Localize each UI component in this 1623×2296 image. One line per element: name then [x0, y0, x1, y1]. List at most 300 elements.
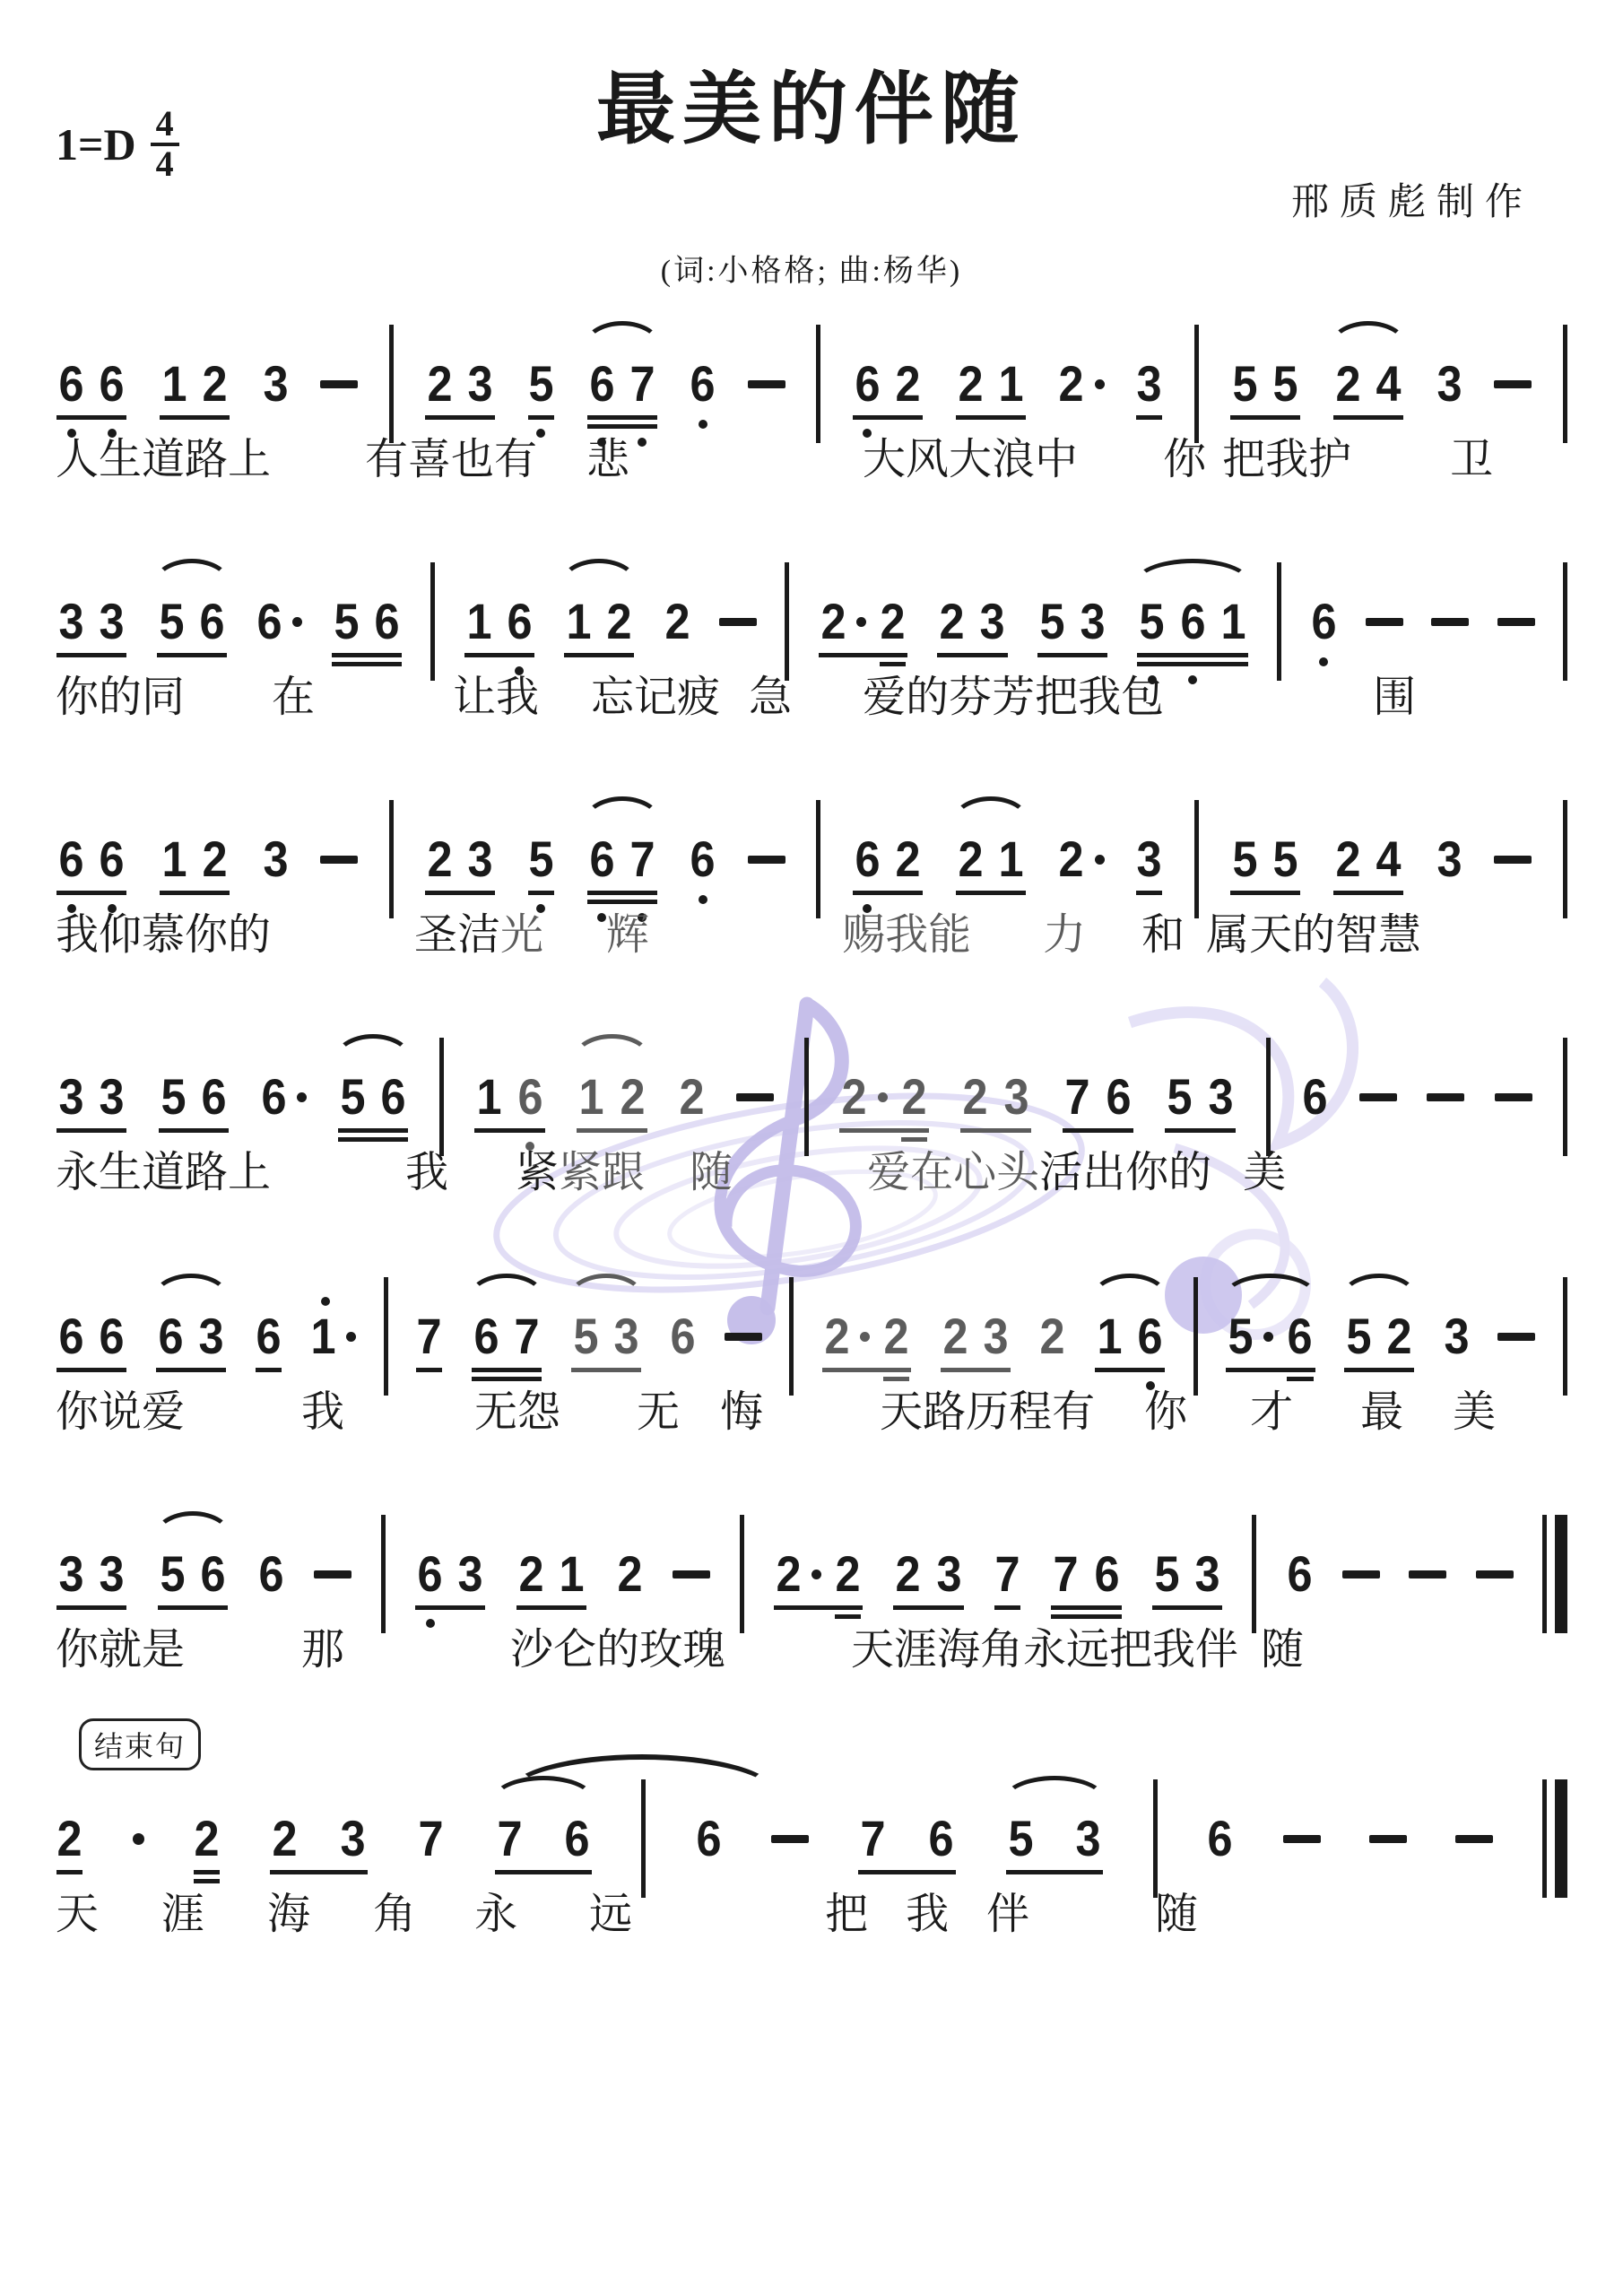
note-digit: 2 — [518, 1545, 544, 1602]
duration-dash — [1495, 1093, 1532, 1101]
note-digit: 3 — [936, 1545, 962, 1602]
barline — [1563, 1277, 1567, 1396]
note-digit: 5 — [1232, 355, 1258, 412]
lyric-segment: 天路历程有 — [880, 1388, 1096, 1436]
note — [1207, 1068, 1235, 1125]
note — [415, 1308, 443, 1364]
note-group — [1225, 1308, 1315, 1364]
shared-underline — [157, 653, 227, 657]
note — [775, 1545, 821, 1602]
shared-underline — [516, 1605, 586, 1610]
shared-underline — [1230, 891, 1300, 895]
note-digit: 1 — [1097, 1308, 1123, 1364]
note — [257, 1545, 285, 1602]
lyric-segment: 你就是 — [56, 1626, 186, 1674]
note — [834, 1545, 862, 1602]
note-digit: 2 — [1335, 831, 1361, 887]
barline — [789, 1277, 794, 1396]
shared-underline — [956, 891, 1026, 895]
augmentation-dot — [292, 617, 302, 627]
note — [1436, 831, 1463, 887]
note — [1301, 1068, 1329, 1125]
note-digit: 2 — [202, 355, 228, 412]
lyric-segment: 你 — [1163, 436, 1207, 483]
note-digit: 5 — [1272, 355, 1298, 412]
lyric-segment: 永 — [474, 1891, 518, 1938]
augmentation-dot — [1095, 855, 1105, 865]
duration-dash — [320, 380, 358, 388]
note-digit: 7 — [514, 1308, 540, 1364]
note-digit: 6 — [58, 1308, 84, 1364]
barline — [740, 1515, 744, 1633]
note-digit: 3 — [58, 593, 84, 649]
note-digit: 5 — [1232, 831, 1258, 887]
note-digit: 2 — [939, 593, 965, 649]
lyric-segment: 把我护 — [1222, 436, 1352, 483]
meter-denominator: 4 — [151, 143, 179, 183]
note-digit: 2 — [1386, 1308, 1412, 1364]
note — [57, 355, 85, 412]
note-digit: 3 — [979, 593, 1006, 649]
shared-underline — [1063, 1128, 1133, 1133]
note-digit: 1 — [161, 831, 187, 887]
note — [527, 831, 555, 887]
barline — [816, 325, 820, 443]
augmentation-dot — [1263, 1332, 1273, 1342]
shared-underline — [564, 653, 634, 657]
duration-dash — [1497, 618, 1535, 626]
note-digit: 2 — [820, 593, 846, 649]
lyric-segment: 随 — [1261, 1626, 1305, 1674]
note-digit: 6 — [690, 831, 716, 887]
lyric-segment: 伴 — [986, 1891, 1030, 1938]
note — [57, 593, 85, 649]
barline — [1277, 562, 1281, 681]
note — [466, 831, 494, 887]
note-digit: 7 — [1064, 1068, 1090, 1125]
note — [695, 1810, 723, 1866]
duration-dash — [1494, 380, 1532, 388]
lyric-segment: 紧 — [516, 1149, 560, 1196]
lyric-segment: 永生道路上 — [56, 1149, 272, 1196]
lyric-segment: 沙仑的玫瑰 — [510, 1626, 726, 1674]
note-digit: 3 — [1003, 1068, 1029, 1125]
lyric-segment: 赐我能 — [842, 911, 972, 959]
note-digit: 2 — [1058, 831, 1085, 887]
shared-underline — [587, 900, 657, 904]
note — [98, 1068, 126, 1125]
note — [56, 1810, 83, 1866]
shared-underline — [338, 1128, 408, 1133]
note-digit: 6 — [1302, 1068, 1328, 1125]
lyrics-line-1 — [56, 435, 1587, 484]
note-digit: 3 — [1436, 355, 1462, 412]
note-digit: 6 — [58, 831, 84, 887]
note-digit: 4 — [1376, 355, 1402, 412]
lyrics-line-4 — [56, 1148, 1587, 1197]
duration-dash — [320, 856, 358, 864]
note-digit: 3 — [263, 355, 289, 412]
note — [689, 355, 716, 412]
barline — [381, 1515, 386, 1633]
lyric-segment: 那 — [301, 1626, 345, 1674]
underline — [901, 1137, 927, 1142]
final-barline-thick — [1555, 1779, 1567, 1898]
note-group — [337, 1068, 409, 1125]
slur-arc — [467, 1274, 546, 1326]
music-line-2 — [56, 563, 1567, 680]
duration-dash — [314, 1570, 352, 1578]
note-digit: 6 — [256, 593, 282, 649]
note — [689, 831, 716, 887]
note — [1057, 831, 1104, 887]
duration-dash — [1497, 1333, 1535, 1341]
note-group — [156, 593, 228, 649]
barline — [1193, 1277, 1198, 1396]
slur-arc — [1329, 321, 1408, 373]
note — [262, 831, 290, 887]
meter-numerator: 4 — [155, 103, 174, 144]
lyric-segment: 我 — [405, 1149, 449, 1196]
low-octave-dot — [1319, 657, 1328, 666]
shared-underline — [472, 1377, 542, 1381]
slur-arc — [560, 559, 638, 611]
lyric-segment: 我仰慕你的 — [56, 911, 272, 959]
note — [935, 1545, 963, 1602]
note — [1093, 1545, 1121, 1602]
note-group — [1037, 593, 1108, 649]
shared-underline — [1051, 1605, 1121, 1610]
note-digit: 3 — [1136, 831, 1162, 887]
note-group — [516, 1545, 587, 1602]
barline — [816, 800, 820, 918]
note-digit: 6 — [473, 1308, 499, 1364]
duration-dash — [1342, 1570, 1380, 1578]
duration-dash — [1476, 1570, 1514, 1578]
note-digit: 2 — [841, 1068, 868, 1125]
note — [894, 355, 922, 412]
lyric-segment: 力 — [1043, 911, 1087, 959]
underline — [416, 1368, 442, 1372]
shared-underline — [819, 653, 907, 657]
barline — [1563, 562, 1567, 681]
note-digit: 3 — [99, 593, 125, 649]
shared-underline — [56, 1368, 126, 1372]
note-group — [269, 1810, 368, 1866]
lyric-segment: 我 — [301, 1388, 345, 1436]
lyric-segment: 天 — [56, 1891, 100, 1938]
music-line-3 — [56, 801, 1567, 918]
shared-underline — [822, 1368, 911, 1372]
note — [894, 831, 922, 887]
note — [669, 1308, 697, 1364]
note — [456, 1545, 484, 1602]
note-digit: 2 — [896, 1545, 922, 1602]
lyric-segment: 你说爱 — [56, 1388, 186, 1436]
shared-underline — [858, 1870, 955, 1874]
shared-underline — [56, 891, 126, 895]
underline — [1136, 415, 1162, 420]
shared-underline — [774, 1605, 863, 1610]
note-group — [1164, 1068, 1236, 1125]
note-group — [563, 593, 635, 649]
duration-dash — [1359, 1093, 1397, 1101]
note-digit: 6 — [99, 1308, 125, 1364]
augmentation-dot — [856, 617, 866, 627]
lyric-segment: 爱的芬芳把我包 — [863, 674, 1165, 721]
note-digit: 6 — [1311, 593, 1337, 649]
note — [961, 1068, 989, 1125]
note — [517, 1545, 545, 1602]
note-group — [159, 831, 230, 887]
note — [309, 1308, 356, 1364]
note-group — [857, 1810, 956, 1866]
note-group — [159, 355, 230, 412]
shared-underline — [56, 1605, 126, 1610]
note-digit: 6 — [1287, 1308, 1313, 1364]
note-digit: 6 — [258, 1545, 284, 1602]
duration-dash — [748, 856, 785, 864]
note-digit: 2 — [776, 1545, 802, 1602]
barline — [1252, 1515, 1256, 1633]
note-group — [56, 1545, 127, 1602]
underline — [1136, 891, 1162, 895]
note — [854, 831, 881, 887]
note — [465, 593, 493, 649]
note-digit: 7 — [497, 1810, 523, 1866]
note-digit: 6 — [1106, 1068, 1132, 1125]
lyric-segment: 圣洁 — [414, 911, 501, 959]
barline — [430, 562, 435, 681]
shared-underline — [1051, 1614, 1121, 1619]
note-group — [570, 1308, 642, 1364]
lyric-segment: 涯 — [161, 1891, 205, 1938]
shared-underline — [1137, 653, 1247, 657]
lyric-segment: 你的同 — [56, 674, 186, 721]
lyric-segment: 人生道路上 — [56, 436, 272, 483]
note-group — [424, 831, 496, 887]
note-digit: 3 — [58, 1545, 84, 1602]
shared-underline — [156, 1368, 226, 1372]
note-digit: 6 — [507, 593, 533, 649]
note-digit: 2 — [895, 831, 921, 887]
shared-underline — [1037, 653, 1107, 657]
shared-underline — [472, 1368, 542, 1372]
note-digit: 6 — [589, 355, 615, 412]
note-digit: 2 — [620, 1068, 646, 1125]
note — [882, 1308, 910, 1364]
note-group — [1062, 1068, 1133, 1125]
duration-dash — [719, 618, 757, 626]
note-digit: 2 — [606, 593, 632, 649]
lyric-segment: 紧跟 — [559, 1149, 646, 1196]
note-group — [1332, 355, 1404, 412]
duration-dash — [1409, 1570, 1446, 1578]
note-digit: 7 — [629, 831, 655, 887]
lyric-segment: 最 — [1360, 1388, 1404, 1436]
note-digit: 6 — [158, 1308, 184, 1364]
note — [466, 355, 494, 412]
underline — [1287, 1377, 1313, 1381]
barline — [1153, 1779, 1158, 1898]
shared-underline — [160, 415, 230, 420]
note — [1135, 355, 1163, 412]
note-digit: 2 — [1058, 355, 1085, 412]
shared-underline — [160, 891, 230, 895]
lyric-segment: 把 — [825, 1891, 869, 1938]
slur-arc — [153, 1511, 232, 1563]
note-group — [56, 1308, 127, 1364]
augmentation-dot — [860, 1332, 870, 1342]
note — [978, 593, 1006, 649]
augmentation-dot — [297, 1092, 307, 1102]
note-digit: 7 — [1053, 1545, 1079, 1602]
note — [98, 831, 126, 887]
shared-underline — [1137, 662, 1247, 666]
shared-underline — [1006, 1870, 1103, 1874]
note-digit: 6 — [58, 355, 84, 412]
lyric-segment: 美 — [1243, 1149, 1287, 1196]
lyric-segment: 悲 — [586, 436, 630, 483]
note-digit: 6 — [670, 1308, 696, 1364]
note-digit: 2 — [56, 1810, 82, 1866]
underline — [994, 1605, 1020, 1610]
shared-underline — [56, 415, 126, 420]
note — [1443, 1308, 1471, 1364]
note-digit: 5 — [528, 355, 554, 412]
note — [1038, 593, 1066, 649]
final-barline-thick — [1555, 1515, 1567, 1633]
underline — [880, 662, 906, 666]
note — [339, 1810, 367, 1866]
lyric-segment: 爱在心头 — [867, 1149, 1040, 1196]
note-digit: 2 — [824, 1308, 850, 1364]
shared-underline — [893, 1605, 963, 1610]
slur-arc — [1221, 1274, 1319, 1326]
music-line-6 — [56, 1516, 1567, 1632]
note-group — [158, 1068, 230, 1125]
note — [475, 1068, 503, 1125]
note-digit: 6 — [690, 355, 716, 412]
note-group — [1136, 593, 1248, 649]
shared-underline — [1344, 1368, 1414, 1372]
note-digit: 2 — [194, 1810, 220, 1866]
note — [516, 1068, 544, 1125]
note — [1271, 355, 1299, 412]
lyricist-composer-line: (词:小格格; 曲:杨华) — [660, 255, 963, 288]
note-digit: 6 — [199, 593, 225, 649]
shared-underline — [571, 1368, 641, 1372]
lyric-segment: 和 — [1141, 911, 1185, 959]
note-digit: 6 — [696, 1810, 722, 1866]
lyric-segment: 海 — [267, 1891, 311, 1938]
note-group — [892, 1545, 964, 1602]
lyric-segment: 在 — [272, 674, 316, 721]
note-digit: 5 — [1140, 593, 1166, 649]
note — [161, 355, 188, 412]
note — [678, 1068, 706, 1125]
lyric-segment: 无怨 — [474, 1388, 561, 1436]
note — [417, 1810, 445, 1866]
note — [426, 831, 454, 887]
barline — [1563, 325, 1567, 443]
note-group — [936, 593, 1008, 649]
shared-underline — [1165, 1128, 1235, 1133]
shared-underline — [270, 1870, 367, 1874]
lyric-segment: 有喜也有 — [365, 436, 538, 483]
note-digit: 3 — [1436, 831, 1462, 887]
note-group — [1332, 831, 1404, 887]
note-group — [56, 355, 127, 412]
note-digit: 3 — [1080, 593, 1106, 649]
note — [859, 1810, 887, 1866]
lyric-segment: 围 — [1373, 674, 1417, 721]
note — [1166, 1068, 1193, 1125]
note-digit: 2 — [1039, 1308, 1065, 1364]
note — [1057, 355, 1104, 412]
slur-arc — [1090, 1274, 1169, 1326]
note — [527, 355, 555, 412]
note — [98, 1545, 126, 1602]
note-digit: 2 — [1335, 355, 1361, 412]
lyric-segment: 活出你的 — [1039, 1149, 1212, 1196]
note-digit: 6 — [417, 1545, 443, 1602]
note-group — [56, 831, 127, 887]
note-group — [940, 1308, 1011, 1364]
note-digit: 5 — [334, 593, 360, 649]
note-group — [821, 1308, 912, 1364]
shared-underline — [56, 1128, 126, 1133]
note — [201, 831, 229, 887]
note — [894, 1545, 922, 1602]
note-digit: 2 — [895, 355, 921, 412]
note-digit: 3 — [198, 1308, 224, 1364]
barline — [389, 325, 394, 443]
shared-underline — [495, 1870, 592, 1874]
note — [506, 593, 534, 649]
note-digit: 2 — [962, 1068, 989, 1125]
note — [426, 355, 454, 412]
note — [1310, 593, 1338, 649]
duration-dash — [1369, 1835, 1407, 1843]
final-barline-thin — [1542, 1779, 1547, 1898]
underline — [528, 891, 554, 895]
note-digit: 7 — [994, 1545, 1020, 1602]
slur-arc — [583, 796, 662, 848]
note-digit: 6 — [1287, 1545, 1313, 1602]
duration-dash — [673, 1570, 710, 1578]
note-digit: 2 — [617, 1545, 643, 1602]
shared-underline — [474, 1128, 544, 1133]
ending-phrase-label: 结束句 — [79, 1718, 201, 1770]
underline — [528, 415, 554, 420]
barline — [785, 562, 789, 681]
note-digit: 5 — [1228, 1308, 1254, 1364]
note-digit: 2 — [901, 1068, 927, 1125]
note-digit: 2 — [272, 1810, 298, 1866]
note-digit: 2 — [427, 355, 453, 412]
note-group — [494, 1810, 593, 1866]
note-digit: 3 — [613, 1308, 639, 1364]
note-digit: 6 — [1137, 1308, 1163, 1364]
note — [1436, 355, 1463, 412]
note — [1334, 831, 1362, 887]
shared-underline — [956, 415, 1026, 420]
barline — [804, 1038, 809, 1156]
note — [823, 1308, 870, 1364]
slur-arc — [334, 1034, 412, 1086]
note-group — [1005, 1810, 1104, 1866]
